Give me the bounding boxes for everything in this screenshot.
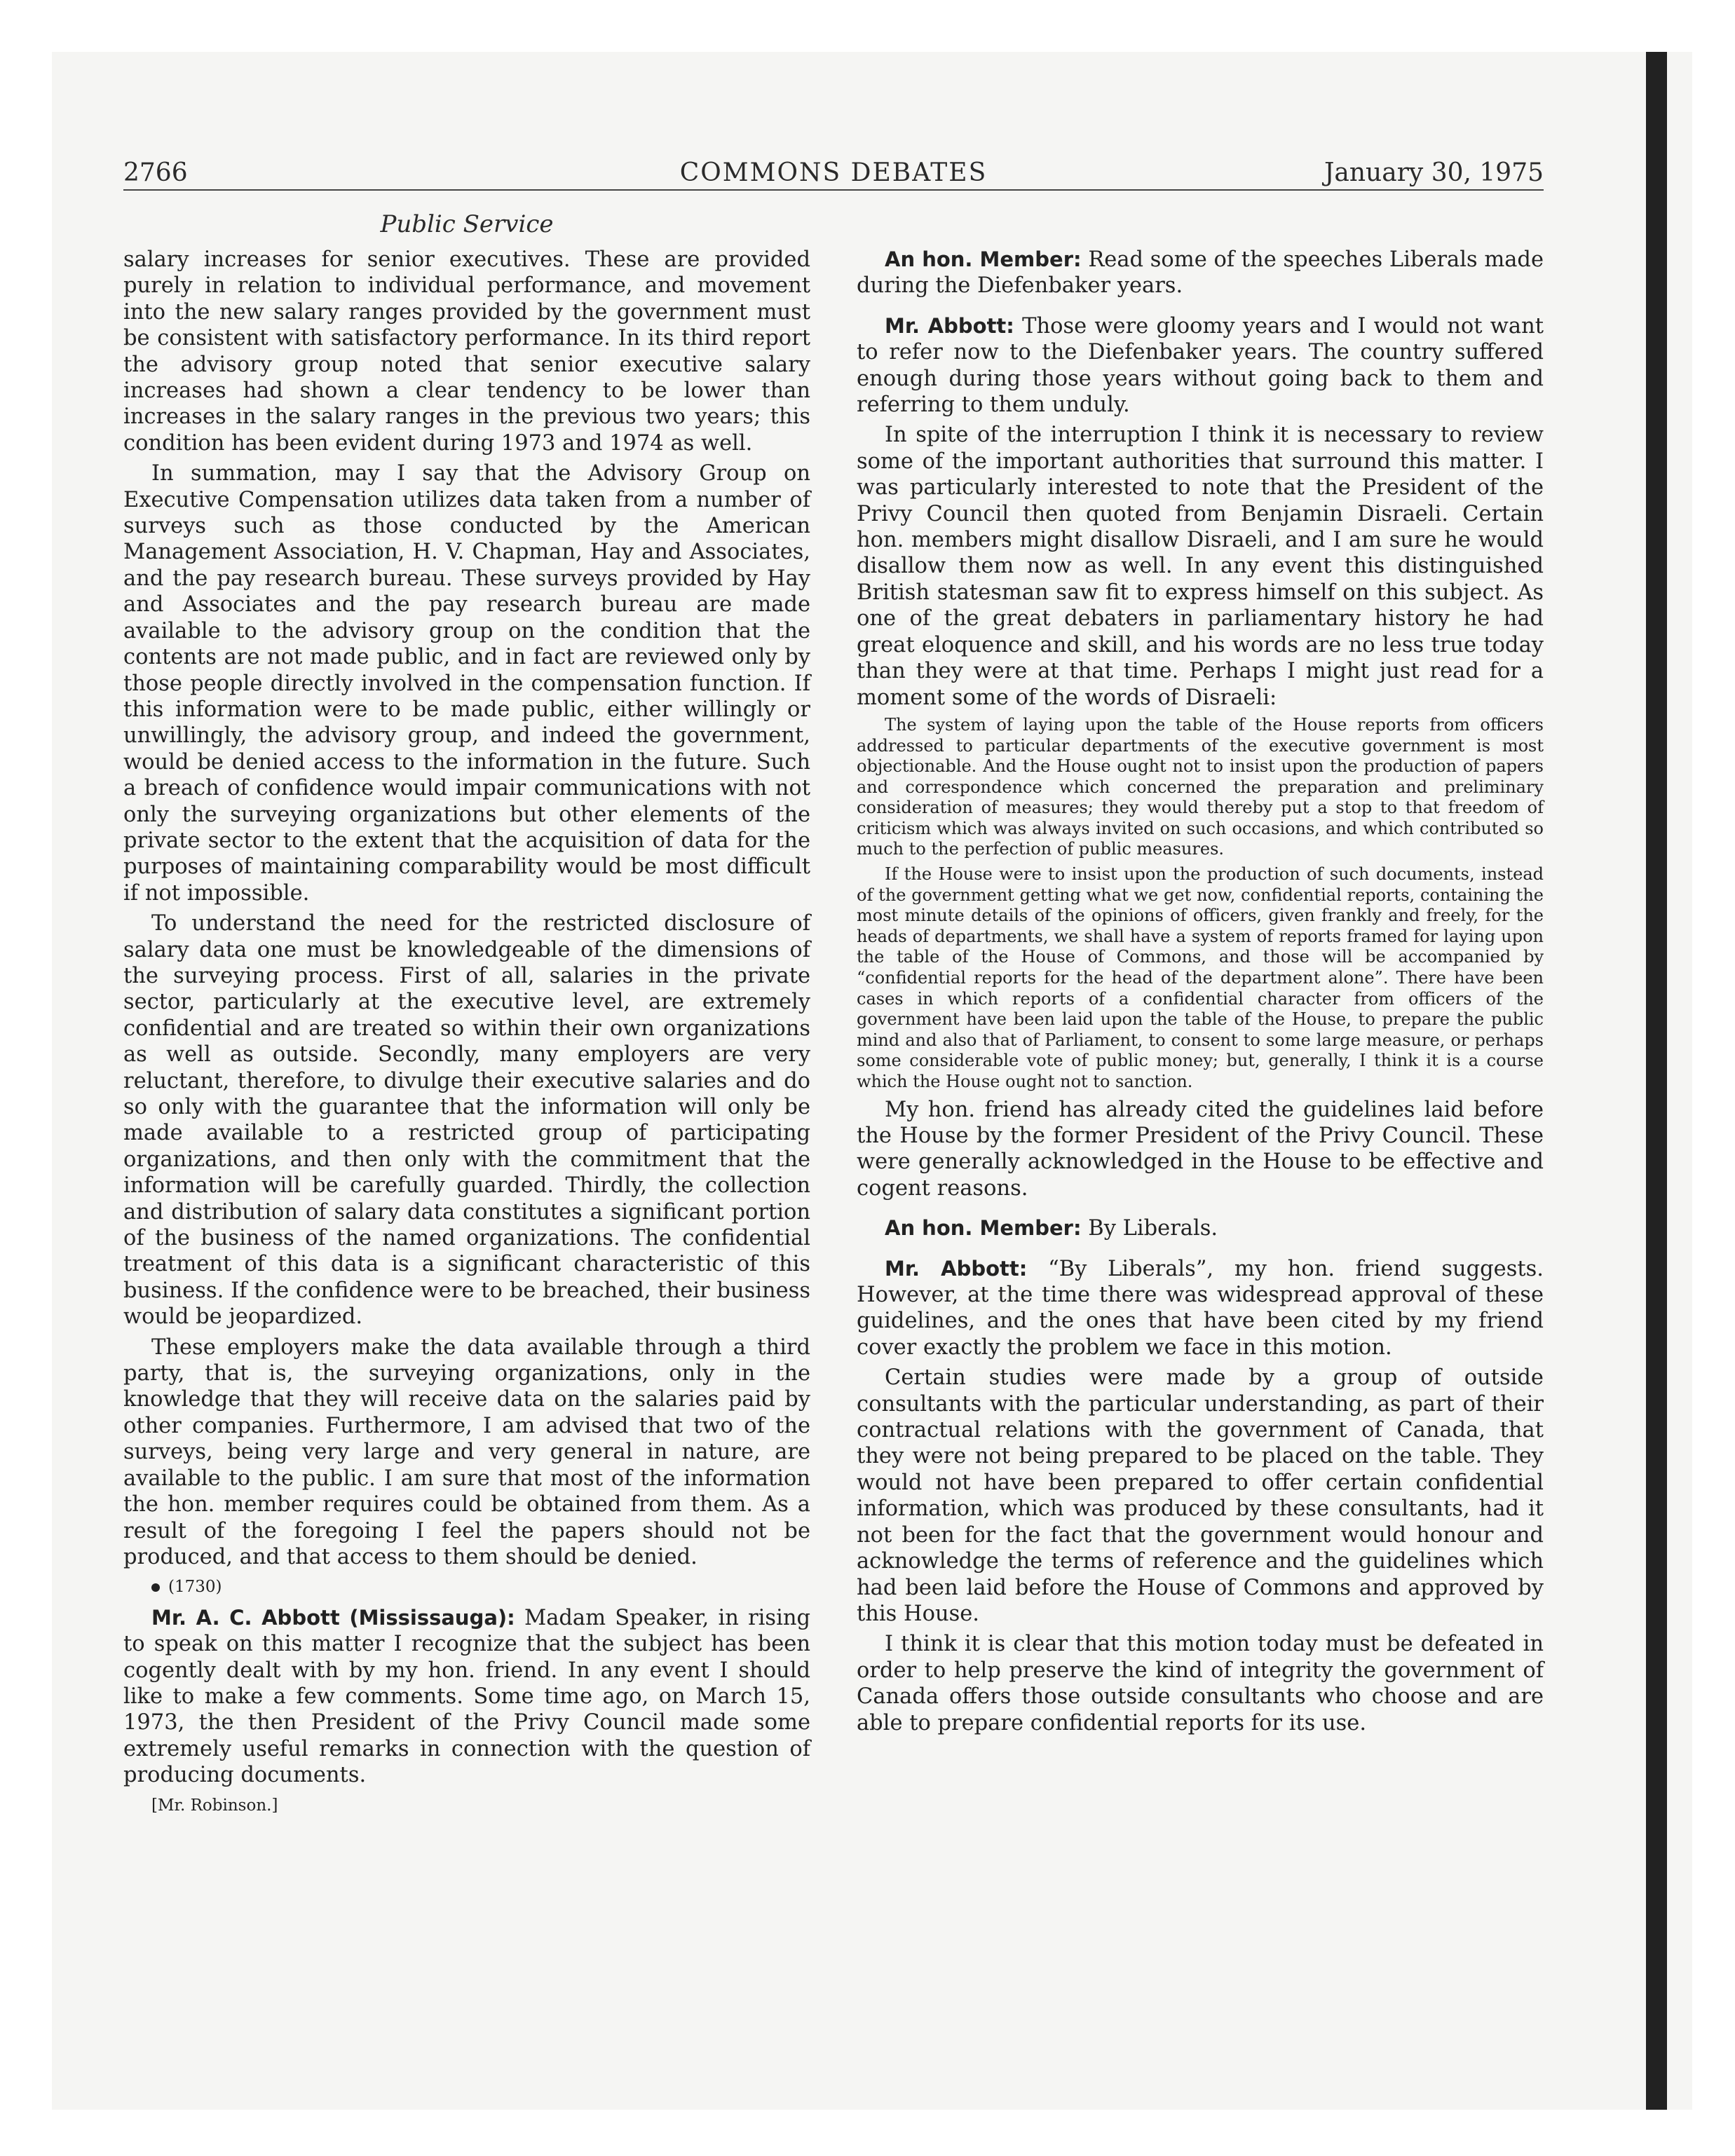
speech-paragraph — [123, 1605, 810, 1789]
speech-text: “By Liberals”, my hon. friend suggests. However, at the time there was widespread approval of these guidelines, and the ones that have been cited by my friend cover exactly the problem we face in this motion. — [857, 1256, 1544, 1360]
speech-paragraph — [857, 1215, 1544, 1241]
paragraph: To understand the need for the restricted disclosure of salary data one must be knowledgeable of the dimensions of the surveying process. First of all, salaries in the private sector, particularly at the executive level, are extremely confidential and are treated so within their own organizations as well as outside. Secondly, many employers are very reluctant, therefore, to divulge their executive salaries and do so only with the guarantee that the information will only be made available to a restricted group of participating organizations, and then only with the commitment that the information will be carefully guarded. Thirdly, the collection and distribution of salary data constitutes a significant portion of the business of the named organizations. The confidential treatment of this data is a significant characteristic of this business. If the confidence were to be breached, their business would be jeopardized. — [123, 911, 810, 1330]
paragraph: In spite of the interruption I think it is necessary to review some of the important authorities that surround this matter. I was particularly interested to note that the President of the Privy Council then quoted from Benjamin Disraeli. Certain hon. members might disallow Disraeli, and I am sure he would disallow them now as well. In any event this distinguished British statesman saw fit to express himself on this subject. As one of the great debaters in parliamentary history he had great eloquence and skill, and his words are no less true today than they were at that time. Perhaps I might just read for a moment some of the words of Disraeli: — [857, 423, 1544, 710]
speaker-name: An hon. Member: — [885, 1216, 1082, 1241]
left-column — [123, 247, 810, 1823]
paragraph: These employers make the data available through a third party, that is, the surveying organizations, only in the knowledge that they will receive data on the salaries paid by other companies. Furthermore, I am advised that two of the surveys, being very large and very general in nature, are available to the public. I am sure that most of the information the hon. member requires could be obtained from them. As a result of the foregoing I feel the papers should not be produced, and that access to them should be denied. — [123, 1335, 810, 1569]
page-edge-shadow — [1646, 52, 1667, 2110]
speech-paragraph — [857, 247, 1544, 299]
page-number: 2766 — [123, 158, 188, 187]
subject-heading: Public Service — [380, 210, 554, 238]
speech-paragraph — [857, 1256, 1544, 1361]
speaker-name: Mr. Abbott: — [885, 1256, 1028, 1281]
speech-text: By Liberals. — [1088, 1216, 1218, 1241]
timestamp: (1730) — [168, 1578, 222, 1597]
paragraph: salary increases for senior executives. These are provided purely in relation to individual performance, and movement into the new salary ranges provided by the government must be consistent with satisfactory performance. In its third report the advisory group noted that senior executive salary increases had shown a clear tendency to be lower than increases in the salary ranges in the previous two years; this condition has been evident during 1973 and 1974 as well. — [123, 247, 810, 456]
speaker-name: Mr. A. C. Abbott (Mississauga): — [151, 1605, 515, 1630]
speaker-name: Mr. Abbott: — [885, 313, 1014, 338]
timestamp-marker — [123, 1574, 810, 1600]
bullet-icon — [151, 1583, 160, 1592]
speech-paragraph — [857, 313, 1544, 418]
page-date: January 30, 1975 — [1324, 158, 1544, 187]
paragraph: In summation, may I say that the Advisory Group on Executive Compensation utilizes data taken from a number of surveys such as those conducted by the American Management Association, H. V. Chapman, Hay and Associates, and the pay research bureau. These surveys provided by Hay and Associates and the pay research bureau are made available to the advisory group on the condition that the contents are not made public, and in fact are reviewed only by those people directly involved in the compensation function. If this information were to be made public, either willingly or unwillingly, the advisory group, and indeed the government, would be denied access to the information in the future. Such a breach of confidence would impair communications with not only the surveying organizations but other elements of the private sector to the extent that the acquisition of data for the purposes of maintaining comparability would be most difficult if not impossible. — [123, 461, 810, 906]
speech-text: Read some of the speeches Liberals made during the Diefenbaker years. — [857, 247, 1544, 299]
publication-title: COMMONS DEBATES — [679, 158, 988, 187]
block-quote: The system of laying upon the table of the House reports from officers addressed to particular departments of the executive government is most objectionable. And the House ought not to insist upon the production of papers and correspondence which concerned the preparation and preliminary consideration of measures; they would thereby put a stop to that freedom of criticism which was always invited on such occasions, and which contributed so much to the perfection of public measures. — [857, 714, 1544, 859]
right-column — [857, 247, 1544, 1740]
speech-text: Those were gloomy years and I would not want to refer now to the Diefenbaker years. The country suffered enough during those years without going back to them and referring to them unduly. — [857, 313, 1544, 418]
speaker-footer: [Mr. Robinson.] — [151, 1796, 278, 1815]
page-header — [123, 157, 1544, 191]
paragraph: I think it is clear that this motion today must be defeated in order to help preserve the kind of integrity the government of Canada offers those outside consultants who choose and are able to prepare confidential reports for its use. — [857, 1632, 1544, 1735]
speech-text: Madam Speaker, in rising to speak on this matter I recognize that the subject has been cogently dealt with by my hon. friend. In any event I should like to make a few comments. Some time ago, on March 15, 1973, the then President of the Privy Council made some extremely useful remarks in connection with the question of producing documents. — [123, 1605, 810, 1788]
block-quote: If the House were to insist upon the production of such documents, instead of the government getting what we get now, confidential reports, containing the most minute details of the opinions of officers, given frankly and freely, for the heads of departments, we shall have a system of reports framed for laying upon the table of the House of Commons, and those will be accompanied by “confidential reports for the head of the department alone”. There have been cases in which reports of a confidential character from officers of the government have been laid upon the table of the House, to prepare the public mind and also that of Parliament, to consent to some large measure, or perhaps some considerable vote of public money; but, generally, I think it is a course which the House ought not to sanction. — [857, 864, 1544, 1091]
paragraph: Certain studies were made by a group of outside consultants with the particular understanding, as part of their contractual relations with the government of Canada, that they were not being prepared to be placed on the table. They would not have been prepared to offer certain confidential information, which was produced by these consultants, had it not been for the fact that the government would honour and acknowledge the terms of reference and the guidelines which had been laid before the House of Commons and approved by this House. — [857, 1365, 1544, 1626]
paragraph: My hon. friend has already cited the guidelines laid before the House by the former President of the Privy Council. These were generally acknowledged in the House to be effective and cogent reasons. — [857, 1097, 1544, 1201]
speaker-name: An hon. Member: — [885, 247, 1082, 271]
